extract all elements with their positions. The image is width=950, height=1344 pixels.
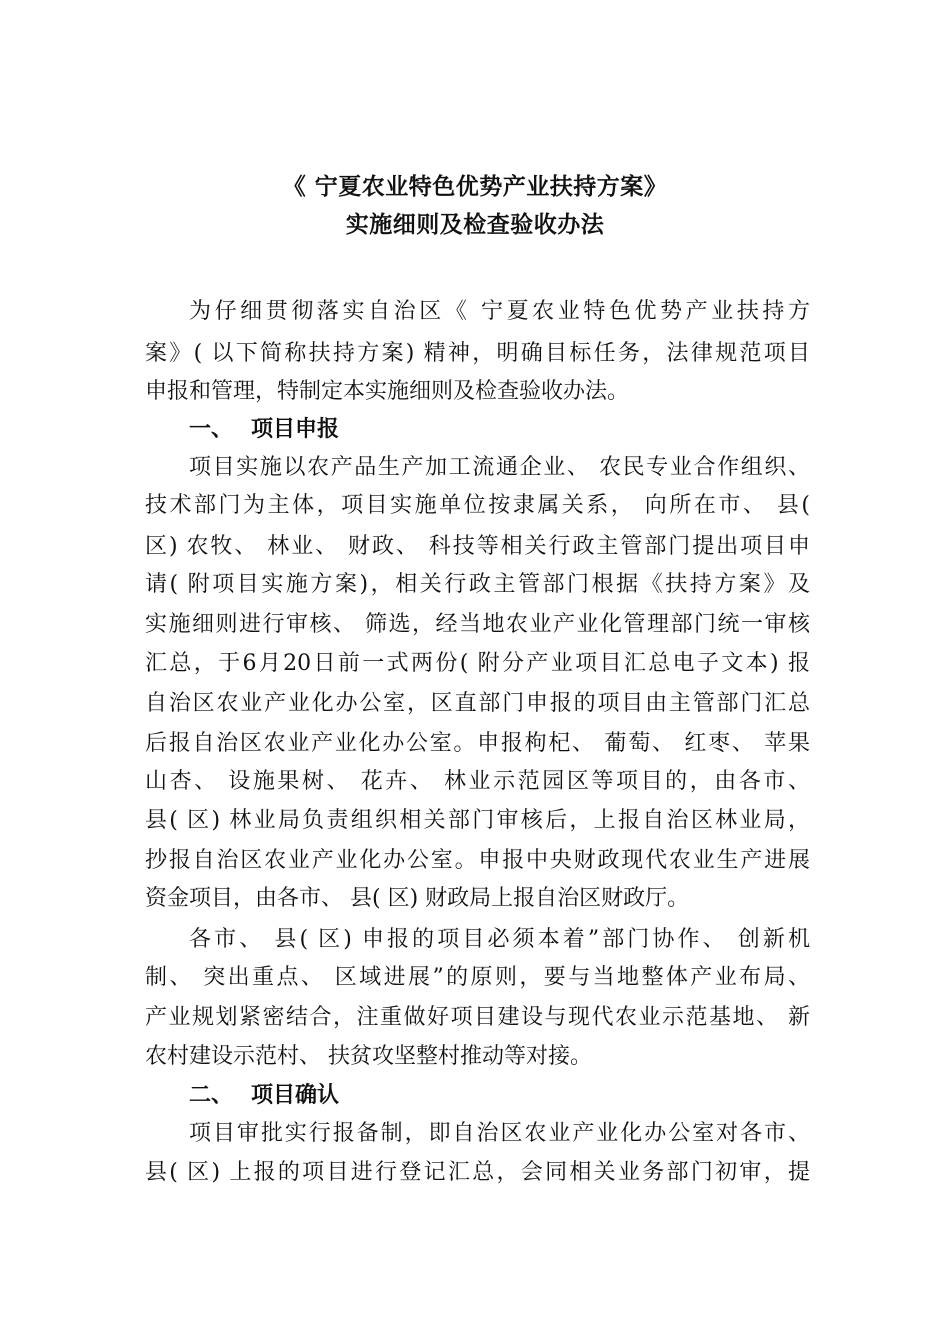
- paragraph-line: 项目审批实行报备制，即自治区农业产业化办公室对各市、: [189, 1121, 810, 1146]
- paragraph-line: 县( 区) 林业局负责组织相关部门审核后，上报自治区林业局，: [145, 808, 810, 833]
- intro-line: 申报和管理，特制定本实施细则及检查验收办法。: [145, 379, 630, 404]
- paragraph-line: 制、 突出重点、 区域进展”的原则，要与当地整体产业布局、: [145, 965, 810, 990]
- paragraph-line: 后报自治区农业产业化办公室。申报枸杞、 葡萄、 红枣、 苹果: [145, 731, 810, 756]
- section-heading-1: [189, 415, 339, 445]
- section-number: 一、: [189, 417, 234, 442]
- paragraph-line: 请( 附项目实施方案)，相关行政主管部门根据《扶持方案》及: [145, 572, 810, 597]
- paragraph-line: 产业规划紧密结合，注重做好项目建设与现代农业示范基地、 新: [145, 1005, 810, 1030]
- paragraph-line: 汇总，于6月20日前一式两份( 附分产业项目汇总电子文本) 报: [145, 651, 810, 676]
- paragraph-line: 山杏、 设施果树、 花卉、 林业示范园区等项目的，由各市、: [145, 769, 810, 794]
- section-number: 二、: [189, 1083, 234, 1108]
- document-subtitle: 实施细则及检查验收办法: [345, 212, 605, 238]
- paragraph-line: 实施细则进行审核、 筛选，经当地农业产业化管理部门统一审核: [145, 612, 810, 637]
- intro-line: 为仔细贯彻落实自治区《 宁夏农业特色优势产业扶持方: [189, 299, 810, 324]
- paragraph-line: 项目实施以农产品生产加工流通企业、 农民专业合作组织、: [189, 455, 810, 480]
- paragraph-line: 技术部门为主体，项目实施单位按隶属关系， 向所在市、 县(: [145, 493, 810, 518]
- paragraph-line: 抄报自治区农业产业化办公室。申报中央财政现代农业生产进展: [145, 848, 810, 873]
- intro-line: 案》( 以下简称扶持方案) 精神，明确目标任务，法律规范项目: [145, 341, 810, 366]
- section-heading-2: [189, 1081, 339, 1111]
- paragraph-line: 农村建设示范村、 扶贫攻坚整村推动等对接。: [145, 1044, 592, 1069]
- document-title: 《 宁夏农业特色优势产业扶持方案》: [282, 174, 668, 200]
- paragraph-line: 自治区农业产业化办公室，区直部门申报的项目由主管部门汇总: [145, 691, 810, 716]
- paragraph-line: 资金项目，由各市、 县( 区) 财政局上报自治区财政厅。: [145, 886, 690, 911]
- paragraph-line: 各市、 县( 区) 申报的项目必须本着”部门协作、 创新机: [189, 927, 810, 952]
- section-title: 项目申报: [251, 417, 340, 442]
- section-title: 项目确认: [251, 1083, 340, 1108]
- paragraph-line: 县( 区) 上报的项目进行登记汇总，会同相关业务部门初审，提: [145, 1160, 810, 1185]
- paragraph-line: 区) 农牧、 林业、 财政、 科技等相关行政主管部门提出项目申: [145, 534, 810, 559]
